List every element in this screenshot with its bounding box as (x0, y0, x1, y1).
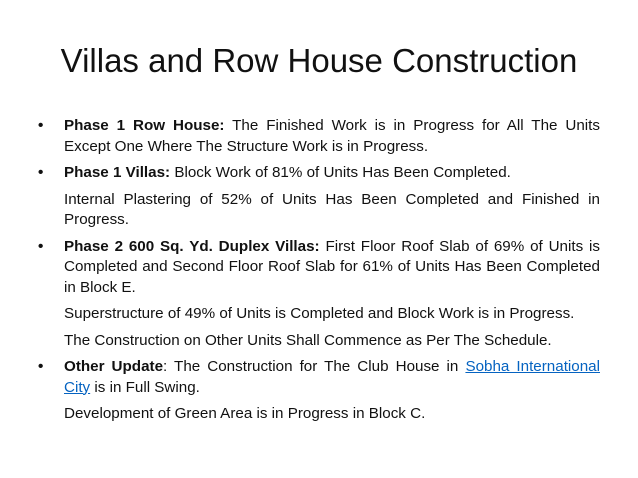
item-label: Other Update (64, 358, 164, 375)
sobha-international-city-link[interactable]: Sobha International City (64, 358, 600, 396)
item-label: Phase 2 600 Sq. Yd. Duplex Villas: (64, 237, 320, 255)
bullet-item-phase1-row-house (38, 116, 600, 157)
item-text-before: : The Construction for The Club House in (163, 358, 466, 375)
bullet-item-other-update (38, 357, 600, 398)
sub-item-superstructure (38, 304, 600, 325)
item-text: Block Work of 81% of Units Has Been Completed. (170, 164, 511, 181)
sub-item-internal-plastering (38, 190, 600, 231)
sub-item-green-area (38, 404, 600, 425)
sub-item-other-units (38, 331, 600, 352)
item-text: Development of Green Area is in Progress in Block C. (64, 405, 426, 422)
item-text: The Construction on Other Units Shall Commence as Per The Schedule. (64, 331, 552, 349)
bullet-item-phase1-villas (38, 163, 600, 184)
slide-title: Villas and Row House Construction (60, 42, 578, 79)
item-label: Phase 1 Villas: (64, 164, 171, 181)
item-text: Superstructure of 49% of Units is Completed and Block Work is in Progress. (64, 305, 575, 322)
bullet-icon: • (38, 358, 44, 375)
bullet-icon: • (38, 237, 44, 255)
item-text: First Floor Roof Slab of 69% of Units is Completed and Second Floor Roof Slab for 61% of Units Has Been Completed in Block E. (64, 237, 600, 296)
item-text: Internal Plastering of 52% of Units Has Been Completed and Finished in Progress. (64, 190, 600, 228)
bullet-icon: • (38, 164, 44, 181)
item-text-after: is in Full Swing. (90, 378, 200, 396)
item-text: The Finished Work is in Progress for All The Units Except One Where The Structure Work is in Progress. (64, 117, 600, 155)
item-label: Phase 1 Row House: (64, 117, 225, 134)
slide-content (38, 116, 600, 431)
bullet-item-phase2-duplex-villas (38, 237, 600, 299)
bullet-icon: • (38, 117, 44, 134)
